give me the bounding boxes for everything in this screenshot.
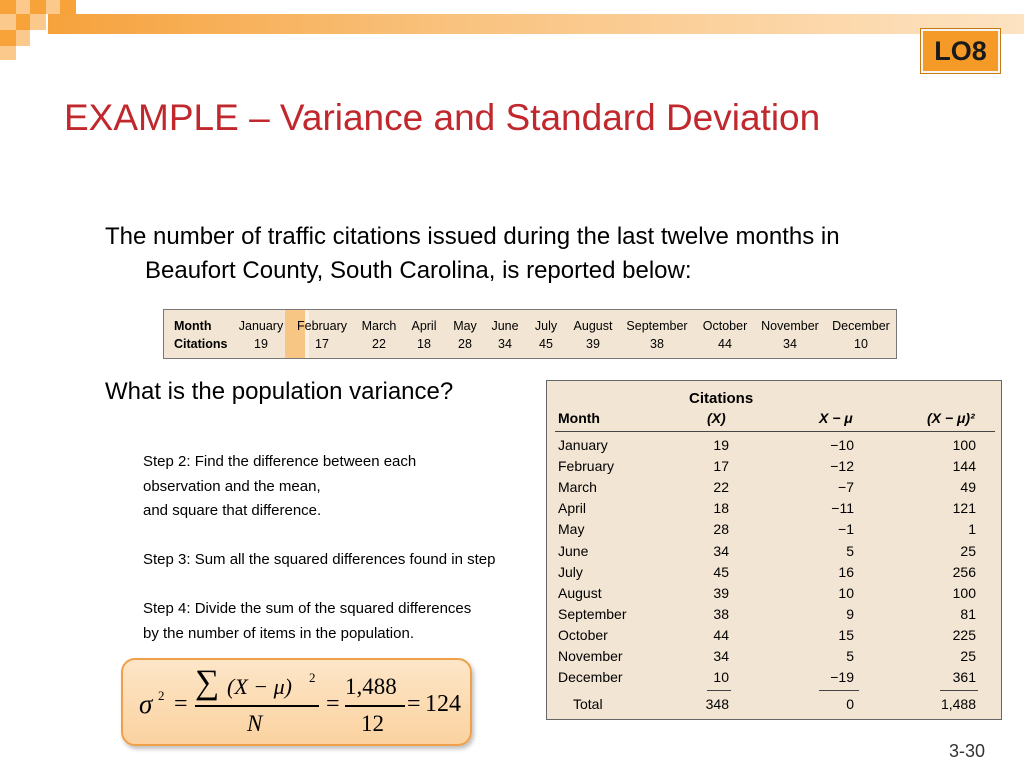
- citation-cell: 22: [372, 337, 386, 351]
- row-squared-deviation: 144: [952, 458, 976, 475]
- intro-line-1: The number of traffic citations issued during the last twelve months in: [105, 223, 840, 250]
- step-line: Step 3: Sum all the squared differences found in step: [143, 551, 496, 568]
- header-squared: (X − μ)²: [927, 410, 975, 426]
- citation-cell: 38: [650, 337, 664, 351]
- row-deviation: −11: [831, 500, 854, 517]
- numerator-exponent: 2: [309, 670, 316, 685]
- row-squared-deviation: 256: [952, 563, 976, 580]
- row-month: June: [558, 542, 589, 559]
- row-deviation: 9: [846, 605, 854, 622]
- row-month: December: [558, 669, 623, 686]
- header-month: Month: [558, 410, 600, 426]
- sum-value: 1,488: [345, 674, 397, 699]
- total-citations: 348: [705, 696, 729, 713]
- month-cell: May: [453, 319, 477, 333]
- header-citations: Citations: [689, 390, 754, 407]
- row-month: September: [558, 605, 627, 622]
- row-citations: 19: [713, 437, 729, 453]
- row-citations: 34: [713, 648, 729, 664]
- month-row: [164, 319, 898, 337]
- row-deviation: 5: [846, 542, 854, 559]
- numerator-expression: (X − μ): [227, 674, 292, 699]
- row-citations: 34: [713, 542, 729, 559]
- row-month: March: [558, 479, 597, 496]
- month-cell: September: [626, 319, 688, 333]
- citation-cell: 39: [586, 337, 600, 351]
- row-deviation: −19: [830, 669, 854, 686]
- row-month: January: [558, 437, 608, 453]
- row-month: August: [558, 584, 602, 601]
- equals-sign-2: =: [326, 691, 340, 717]
- row-squared-deviation: 121: [952, 500, 976, 517]
- row-deviation: 5: [846, 648, 854, 664]
- row-citations: 17: [713, 458, 729, 475]
- slide-title: EXAMPLE – Variance and Standard Deviation: [64, 97, 821, 138]
- row-month: May: [558, 521, 585, 538]
- month-cell: October: [702, 319, 748, 333]
- row-deviation: −12: [830, 458, 854, 475]
- row-squared-deviation: 361: [952, 669, 976, 686]
- row-month: April: [558, 500, 587, 517]
- step-line: [143, 573, 495, 598]
- learning-objective-badge: [921, 29, 1000, 73]
- citation-cell: 45: [539, 337, 553, 351]
- intro-text: [105, 220, 995, 288]
- row-citations: 22: [713, 479, 729, 496]
- citation-cell: 19: [254, 337, 268, 351]
- step-line: Step 2: Find the difference between each: [143, 453, 417, 470]
- step-line: and square that difference.: [143, 502, 322, 519]
- row-citations: 18: [713, 500, 729, 517]
- month-cell: August: [573, 319, 613, 333]
- row-citations: 10: [713, 669, 729, 686]
- citation-cell: 34: [498, 337, 512, 351]
- month-cell: February: [296, 319, 348, 333]
- row-month: October: [558, 626, 608, 643]
- step-line: by the number of items in the population.: [143, 624, 414, 642]
- summation-symbol: ∑: [195, 664, 220, 701]
- month-cell: April: [411, 319, 437, 333]
- row-squared-deviation: 81: [960, 605, 976, 622]
- step-line: observation and the mean,: [143, 477, 321, 495]
- citation-cell: 10: [854, 337, 868, 351]
- month-cell: January: [238, 319, 284, 333]
- citation-cell: 17: [315, 337, 329, 351]
- row-citations: 38: [713, 605, 729, 622]
- sigma-exponent: 2: [158, 688, 165, 703]
- month-cell: November: [761, 319, 819, 333]
- steps-list: [143, 450, 495, 646]
- row-squared-deviation: 1: [968, 521, 976, 538]
- row-month: February: [558, 458, 615, 475]
- variance-formula: [121, 658, 472, 746]
- row-deviation: −1: [838, 521, 854, 538]
- citation-cell: 18: [417, 337, 431, 351]
- count-value: 12: [361, 711, 384, 736]
- total-deviation: 0: [846, 696, 854, 713]
- variance-result: 124: [425, 691, 461, 717]
- month-cell: December: [832, 319, 890, 333]
- equals-sign-3: =: [407, 691, 421, 717]
- row-citations: 39: [713, 584, 729, 601]
- row-month: July: [558, 563, 583, 580]
- row-squared-deviation: 25: [960, 648, 976, 664]
- sigma-symbol: σ: [139, 689, 153, 719]
- month-cell: June: [491, 319, 519, 333]
- step-line: [143, 524, 495, 549]
- variance-calculation-table: [546, 380, 1002, 720]
- header-diff: X − μ: [819, 410, 853, 426]
- row-deviation: −7: [838, 479, 854, 496]
- slide-number: 3-30: [949, 741, 986, 761]
- row-label: Citations: [174, 337, 228, 351]
- row-squared-deviation: 49: [960, 479, 976, 496]
- row-squared-deviation: 25: [960, 542, 976, 559]
- row-citations: 44: [713, 626, 729, 643]
- row-deviation: 16: [838, 563, 854, 580]
- row-month: November: [558, 648, 623, 664]
- row-citations: 28: [713, 521, 729, 538]
- header-x: (X): [707, 410, 726, 426]
- row-squared-deviation: 100: [952, 584, 976, 601]
- denominator-n: N: [247, 711, 263, 736]
- row-squared-deviation: 225: [952, 626, 976, 643]
- citation-cell: 34: [783, 337, 797, 351]
- header-bar: [48, 14, 1024, 34]
- month-cell: March: [361, 319, 397, 333]
- citation-cell: 44: [718, 337, 732, 351]
- step-line: Step 4: Divide the sum of the squared differences: [143, 600, 472, 617]
- badge-label: LO8: [934, 35, 987, 66]
- equals-sign: =: [174, 691, 188, 717]
- citations-row: [164, 337, 898, 355]
- question-text: What is the population variance?: [105, 378, 454, 405]
- monthly-citations-table: [163, 309, 897, 359]
- row-deviation: 10: [838, 584, 854, 601]
- row-deviation: −10: [830, 437, 854, 453]
- intro-line-2: Beaufort County, South Carolina, is reported below:: [145, 257, 692, 284]
- row-citations: 45: [713, 563, 729, 580]
- row-label: Month: [174, 319, 212, 333]
- month-cell: July: [534, 319, 558, 333]
- total-squared-deviation: 1,488: [940, 696, 976, 713]
- row-squared-deviation: 100: [952, 437, 976, 453]
- total-label: Total: [573, 696, 603, 713]
- row-deviation: 15: [838, 626, 854, 643]
- citation-cell: 28: [458, 337, 472, 351]
